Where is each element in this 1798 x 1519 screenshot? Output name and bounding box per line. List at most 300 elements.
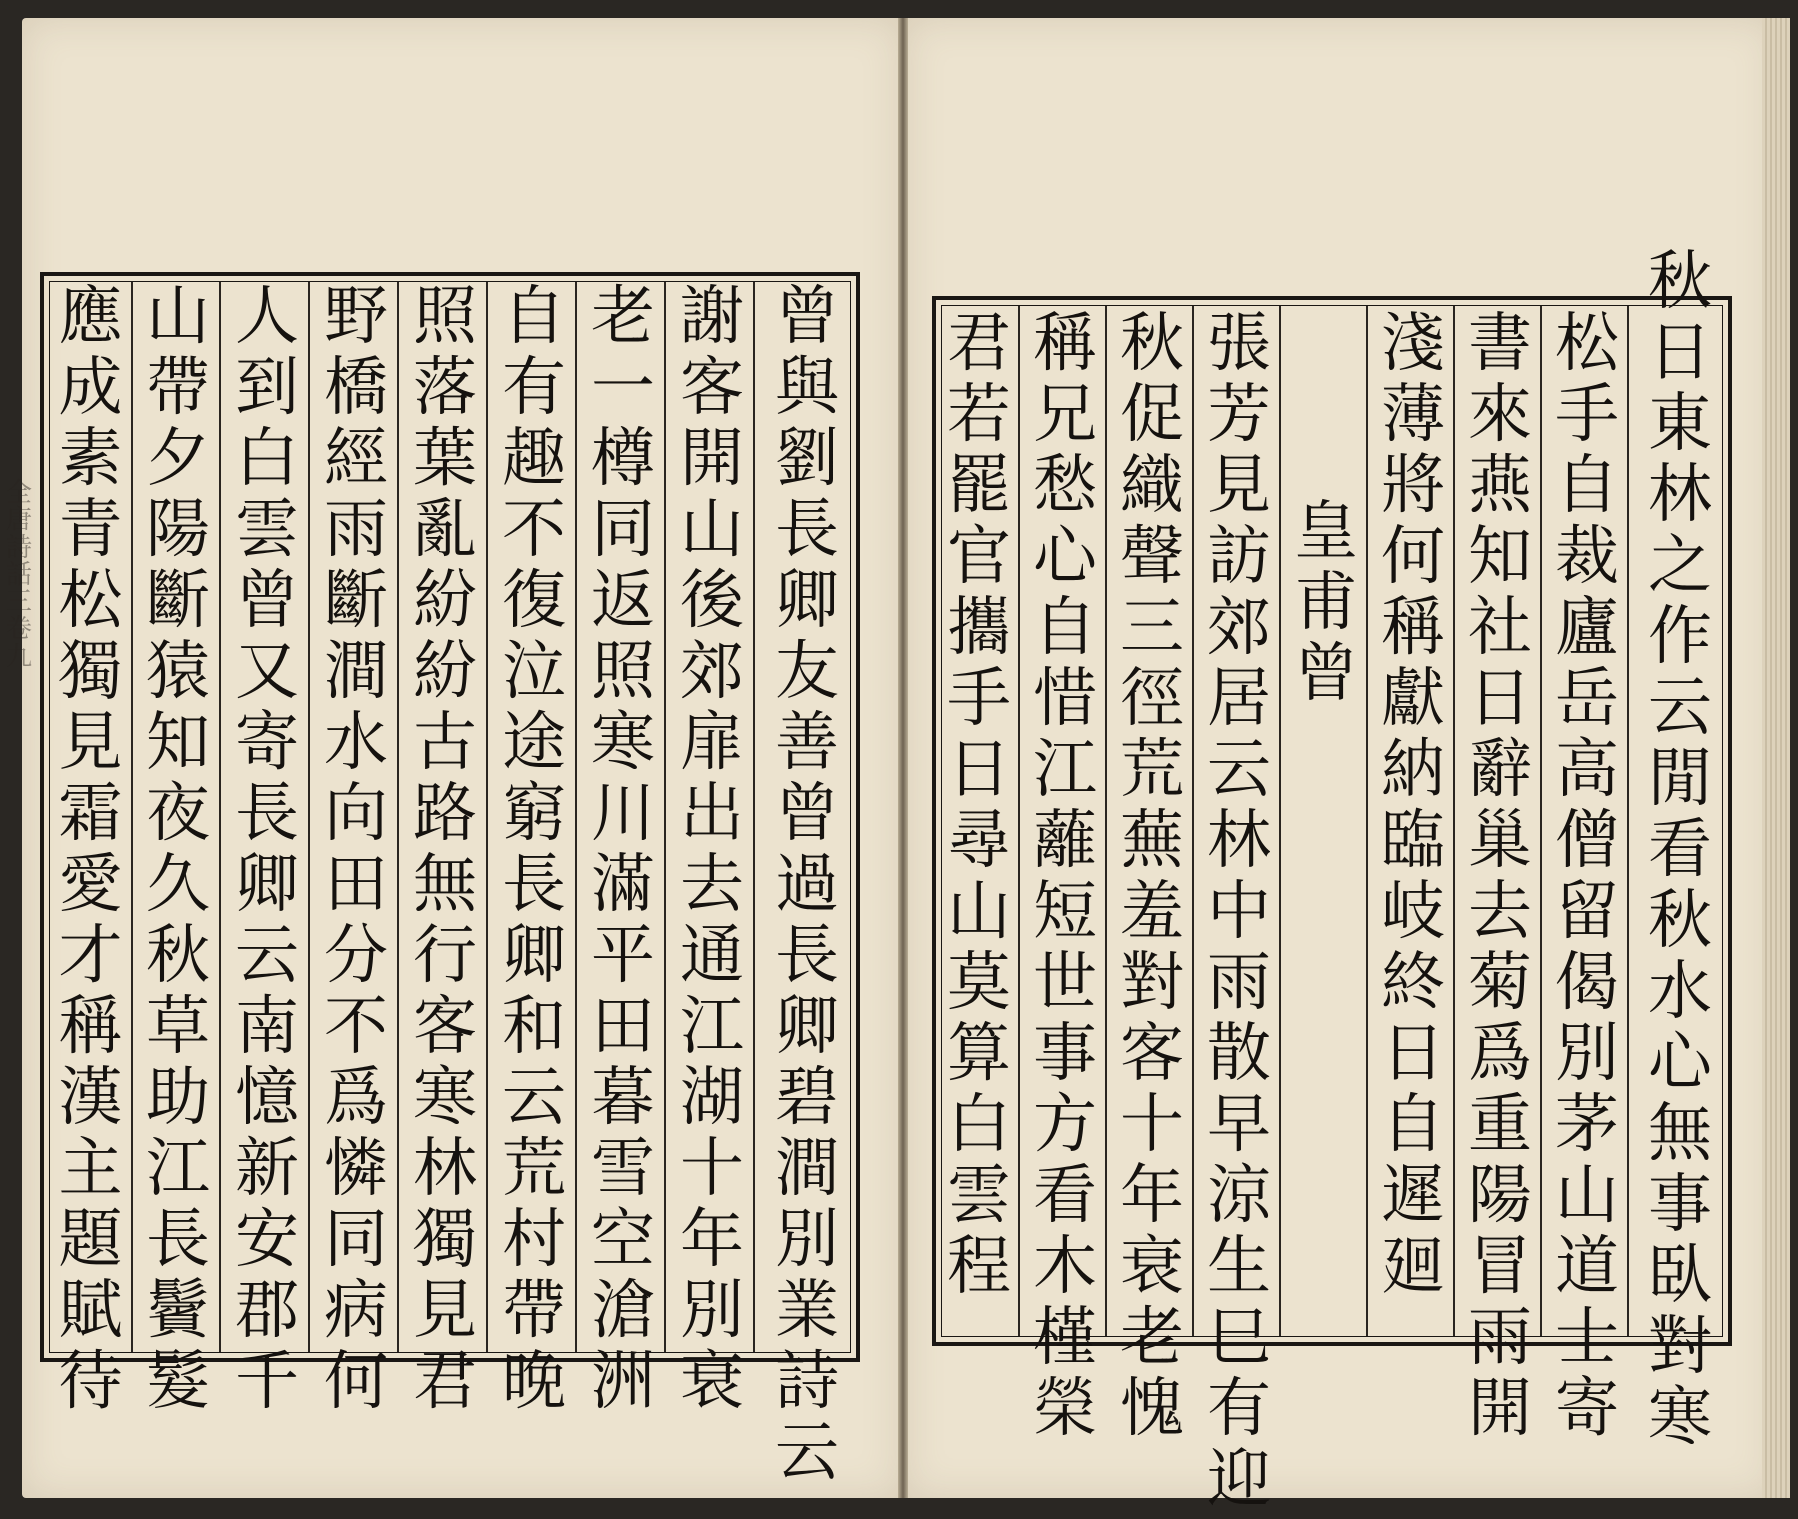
text-column [1112,307,1192,1448]
glyph: 山 [146,280,210,354]
glyph: 紛 [413,564,477,638]
glyph: 素 [58,422,123,496]
glyph: 題 [58,1203,123,1277]
glyph: 程 [947,1230,1011,1304]
glyph: 訪 [1207,520,1271,594]
text-column [940,307,1018,1306]
text-column [493,280,575,1421]
glyph: 張 [1207,307,1271,381]
text-column [1199,307,1279,1519]
glyph: 澗 [775,1132,839,1206]
glyph: 待 [58,1345,123,1419]
glyph: 羞 [1120,875,1184,949]
glyph: 巳 [1207,1301,1271,1375]
glyph: 巢 [1468,804,1532,878]
glyph: 無 [413,848,477,922]
column-divider [1627,306,1629,1336]
glyph: 暮 [591,1061,655,1135]
glyph: 攜 [947,591,1011,665]
column-divider [486,282,488,1352]
glyph: 稱 [58,990,123,1064]
text-column [404,280,486,1421]
glyph: 新 [235,1132,299,1206]
glyph: 卿 [235,848,299,922]
glyph: 劉 [775,422,839,496]
glyph: 荒 [502,1132,566,1206]
glyph: 復 [502,564,566,638]
glyph: 見 [1207,449,1271,523]
glyph: 長 [146,1203,210,1277]
glyph: 野 [324,280,388,354]
glyph: 事 [1648,1168,1712,1242]
glyph: 十 [680,1132,744,1206]
glyph: 稱 [1033,307,1097,381]
glyph: 長 [775,493,839,567]
glyph: 將 [1381,449,1445,523]
glyph: 作 [1648,600,1712,674]
glyph: 客 [680,351,744,425]
glyph: 君 [413,1345,477,1419]
glyph: 冒 [1468,1230,1532,1304]
glyph: 曾 [775,777,839,851]
glyph: 川 [591,777,655,851]
glyph: 泣 [502,635,566,709]
glyph: 九 [5,641,32,672]
glyph: 與 [775,351,839,425]
glyph: 應 [58,280,123,354]
column-divider [219,282,221,1352]
glyph: 帶 [146,351,210,425]
glyph: 夜 [146,777,210,851]
glyph: 衰 [1120,1230,1184,1304]
text-column [1634,245,1726,1457]
glyph: 兄 [1033,378,1097,452]
glyph: 來 [1468,378,1532,452]
glyph: 心 [1033,520,1097,594]
glyph: 獻 [1381,662,1445,736]
glyph: 惜 [1033,662,1097,736]
glyph: 云 [1648,671,1712,745]
glyph: 曾 [1294,637,1358,711]
glyph: 重 [1468,1088,1532,1162]
glyph: 秋 [1120,307,1184,381]
glyph: 帶 [502,1274,566,1348]
glyph: 自 [1555,449,1619,523]
text-column [50,280,131,1421]
glyph: 留 [1555,875,1619,949]
glyph: 林 [1207,804,1271,878]
glyph: 陽 [146,493,210,567]
glyph: 何 [1381,520,1445,594]
glyph: 雨 [324,493,388,567]
glyph: 見 [413,1274,477,1348]
glyph: 茅 [1555,1088,1619,1162]
glyph: 日 [947,733,1011,807]
glyph: 猿 [146,635,210,709]
glyph: 何 [324,1345,388,1419]
glyph: 世 [1033,946,1097,1020]
glyph: 卿 [775,990,839,1064]
glyph: 客 [413,990,477,1064]
glyph: 裁 [1555,520,1619,594]
glyph: 窮 [502,777,566,851]
glyph: 愛 [58,848,123,922]
glyph: 愧 [1120,1372,1184,1446]
glyph: 中 [1207,875,1271,949]
glyph: 出 [680,777,744,851]
glyph: 白 [947,1088,1011,1162]
glyph: 寒 [413,1061,477,1135]
glyph: 社 [1468,591,1532,665]
glyph: 之 [1648,529,1712,603]
glyph: 木 [1033,1230,1097,1304]
glyph: 詩 [775,1345,839,1419]
glyph: 書 [1468,307,1532,381]
glyph: 菊 [1468,946,1532,1020]
glyph: 雲 [235,493,299,567]
glyph: 山 [947,875,1011,949]
glyph: 松 [1555,307,1619,381]
glyph: 久 [146,848,210,922]
glyph: 短 [1033,875,1097,949]
glyph: 漢 [58,1061,123,1135]
glyph: 算 [947,1017,1011,1091]
glyph: 分 [324,919,388,993]
glyph: 田 [324,848,388,922]
glyph: 獨 [58,635,123,709]
glyph: 林 [413,1132,477,1206]
glyph: 業 [775,1274,839,1348]
glyph: 自 [1033,591,1097,665]
glyph: 松 [58,564,123,638]
glyph: 薄 [1381,378,1445,452]
glyph: 葉 [413,422,477,496]
glyph: 無 [1648,1097,1712,1171]
glyph: 皇 [1294,495,1358,569]
text-column [671,280,753,1421]
column-divider [1453,306,1455,1336]
text-column [1373,307,1453,1306]
glyph: 全 [5,478,32,508]
glyph: 臥 [1648,1239,1712,1313]
glyph: 後 [680,564,744,638]
glyph: 善 [775,706,839,780]
column-divider [397,282,399,1352]
column-divider [1540,306,1542,1336]
glyph: 江 [1033,733,1097,807]
glyph: 士 [1555,1301,1619,1375]
glyph: 助 [146,1061,210,1135]
glyph: 槿 [1033,1301,1097,1375]
glyph: 云 [775,1416,839,1490]
glyph: 卷 [5,614,32,645]
glyph: 臨 [1381,804,1445,878]
glyph: 人 [235,280,299,354]
margin-label [4,480,34,671]
glyph: 年 [680,1203,744,1277]
glyph: 開 [680,422,744,496]
glyph: 經 [324,422,388,496]
glyph: 別 [1555,1017,1619,1091]
page-edges [1762,18,1790,1498]
glyph: 雨 [1207,946,1271,1020]
text-column [760,280,854,1492]
glyph: 長 [775,919,839,993]
glyph: 迎 [1207,1443,1271,1517]
glyph: 卿 [775,564,839,638]
glyph: 東 [1648,387,1712,461]
glyph: 稱 [1381,591,1445,665]
glyph: 白 [235,422,299,496]
glyph: 和 [502,990,566,1064]
glyph: 岐 [1381,875,1445,949]
glyph: 南 [235,990,299,1064]
glyph: 衰 [680,1345,744,1419]
glyph: 廬 [1555,591,1619,665]
glyph: 林 [1648,458,1712,532]
glyph: 去 [680,848,744,922]
glyph: 云 [502,1061,566,1135]
text-column [137,280,219,1421]
glyph: 村 [502,1203,566,1277]
glyph: 水 [1648,955,1712,1029]
glyph: 才 [58,919,123,993]
glyph: 納 [1381,733,1445,807]
glyph: 洲 [591,1345,655,1419]
glyph: 江 [680,990,744,1064]
glyph: 芳 [1207,378,1271,452]
glyph: 雨 [1468,1301,1532,1375]
glyph: 斷 [146,564,210,638]
glyph: 雪 [591,1132,655,1206]
glyph: 終 [1381,946,1445,1020]
glyph: 看 [1033,1159,1097,1233]
glyph: 郊 [1207,591,1271,665]
glyph: 憶 [235,1061,299,1135]
glyph: 曾 [775,280,839,354]
glyph: 青 [58,493,123,567]
glyph: 謝 [680,280,744,354]
column-divider [753,282,755,1352]
glyph: 主 [58,1132,123,1206]
glyph: 賦 [58,1274,123,1348]
glyph: 通 [680,919,744,993]
column-divider [308,282,310,1352]
glyph: 散 [1207,1017,1271,1091]
glyph: 日 [1381,1017,1445,1091]
column-divider [664,282,666,1352]
glyph: 紛 [413,635,477,709]
glyph: 滿 [591,848,655,922]
glyph: 陽 [1468,1159,1532,1233]
glyph: 平 [591,919,655,993]
glyph: 別 [680,1274,744,1348]
glyph: 尋 [947,804,1011,878]
glyph: 老 [591,280,655,354]
glyph: 碧 [775,1061,839,1135]
glyph: 又 [235,635,299,709]
glyph: 唐 [5,505,32,536]
glyph: 長 [235,777,299,851]
glyph: 江 [146,1132,210,1206]
glyph: 聲 [1120,520,1184,594]
glyph: 荒 [1120,733,1184,807]
glyph: 早 [1207,1088,1271,1162]
author-name [1286,495,1366,713]
glyph: 扉 [680,706,744,780]
glyph: 手 [947,662,1011,736]
glyph: 云 [1207,733,1271,807]
glyph: 亂 [413,493,477,567]
glyph: 山 [680,493,744,567]
glyph: 自 [502,280,566,354]
glyph: 返 [591,564,655,638]
glyph: 有 [1207,1372,1271,1446]
glyph: 客 [1120,1017,1184,1091]
glyph: 向 [324,777,388,851]
glyph: 事 [1033,1017,1097,1091]
glyph: 十 [1120,1088,1184,1162]
glyph: 話 [5,559,32,590]
glyph: 獨 [413,1203,477,1277]
column-divider [131,282,133,1352]
glyph: 郊 [680,635,744,709]
glyph: 有 [502,351,566,425]
glyph: 水 [324,706,388,780]
glyph: 手 [1555,378,1619,452]
glyph: 霜 [58,777,123,851]
column-divider [1105,306,1107,1336]
glyph: 織 [1120,449,1184,523]
glyph: 照 [591,635,655,709]
glyph: 知 [1468,520,1532,594]
glyph: 橋 [324,351,388,425]
glyph: 不 [502,493,566,567]
glyph: 寒 [1648,1381,1712,1455]
glyph: 榮 [1033,1372,1097,1446]
text-column [1547,307,1627,1448]
glyph: 涼 [1207,1159,1271,1233]
glyph: 見 [58,706,123,780]
glyph: 日 [1468,662,1532,736]
glyph: 促 [1120,378,1184,452]
glyph: 寄 [1555,1372,1619,1446]
glyph: 同 [591,493,655,567]
glyph: 滄 [591,1274,655,1348]
column-divider [1366,306,1368,1336]
column-divider [1018,306,1020,1336]
glyph: 知 [146,706,210,780]
glyph: 友 [775,635,839,709]
glyph: 雲 [947,1159,1011,1233]
glyph: 到 [235,351,299,425]
glyph: 病 [324,1274,388,1348]
glyph: 澗 [324,635,388,709]
glyph: 晚 [502,1345,566,1419]
glyph: 心 [1648,1026,1712,1100]
glyph: 郡 [235,1274,299,1348]
glyph: 遲 [1381,1159,1445,1233]
glyph: 莫 [947,946,1011,1020]
glyph: 趣 [502,422,566,496]
glyph: 看 [1648,813,1712,887]
glyph: 憐 [324,1132,388,1206]
glyph: 對 [1648,1310,1712,1384]
glyph: 老 [1120,1301,1184,1375]
glyph: 落 [413,351,477,425]
glyph: 爲 [1468,1017,1532,1091]
glyph: 斷 [324,564,388,638]
glyph: 甫 [1294,566,1358,640]
glyph: 生 [1207,1230,1271,1304]
glyph: 對 [1120,946,1184,1020]
glyph: 曾 [235,564,299,638]
glyph: 草 [146,990,210,1064]
text-column [1460,307,1540,1448]
glyph: 閒 [1648,742,1712,816]
text-column [1025,307,1105,1448]
glyph: 樽 [591,422,655,496]
glyph: 途 [502,706,566,780]
glyph: 自 [1381,1088,1445,1162]
glyph: 行 [413,919,477,993]
glyph: 辭 [1468,733,1532,807]
glyph: 偈 [1555,946,1619,1020]
column-divider [1279,306,1281,1336]
glyph: 不 [324,990,388,1064]
glyph: 夕 [146,422,210,496]
glyph: 照 [413,280,477,354]
text-column [582,280,664,1421]
glyph: 千 [235,1345,299,1419]
book-gutter [898,18,908,1498]
glyph: 罷 [947,449,1011,523]
glyph: 髮 [146,1345,210,1419]
glyph: 三 [5,587,32,618]
glyph: 古 [413,706,477,780]
glyph: 同 [324,1203,388,1277]
glyph: 官 [947,520,1011,594]
column-divider [1192,306,1194,1336]
glyph: 田 [591,990,655,1064]
glyph: 廻 [1381,1230,1445,1304]
glyph: 蕪 [1120,804,1184,878]
glyph: 君 [947,307,1011,381]
glyph: 秋 [1648,245,1712,319]
glyph: 別 [775,1203,839,1277]
glyph: 湖 [680,1061,744,1135]
glyph: 開 [1468,1372,1532,1446]
text-column [315,280,397,1421]
glyph: 去 [1468,875,1532,949]
glyph: 詩 [5,532,32,563]
glyph: 過 [775,848,839,922]
glyph: 成 [58,351,123,425]
glyph: 鬢 [146,1274,210,1348]
glyph: 一 [591,351,655,425]
glyph: 愁 [1033,449,1097,523]
glyph: 岳 [1555,662,1619,736]
glyph: 僧 [1555,804,1619,878]
glyph: 若 [947,378,1011,452]
glyph: 山 [1555,1159,1619,1233]
glyph: 秋 [1648,884,1712,958]
glyph: 卿 [502,919,566,993]
glyph: 高 [1555,733,1619,807]
glyph: 長 [502,848,566,922]
glyph: 爲 [324,1061,388,1135]
column-divider [575,282,577,1352]
